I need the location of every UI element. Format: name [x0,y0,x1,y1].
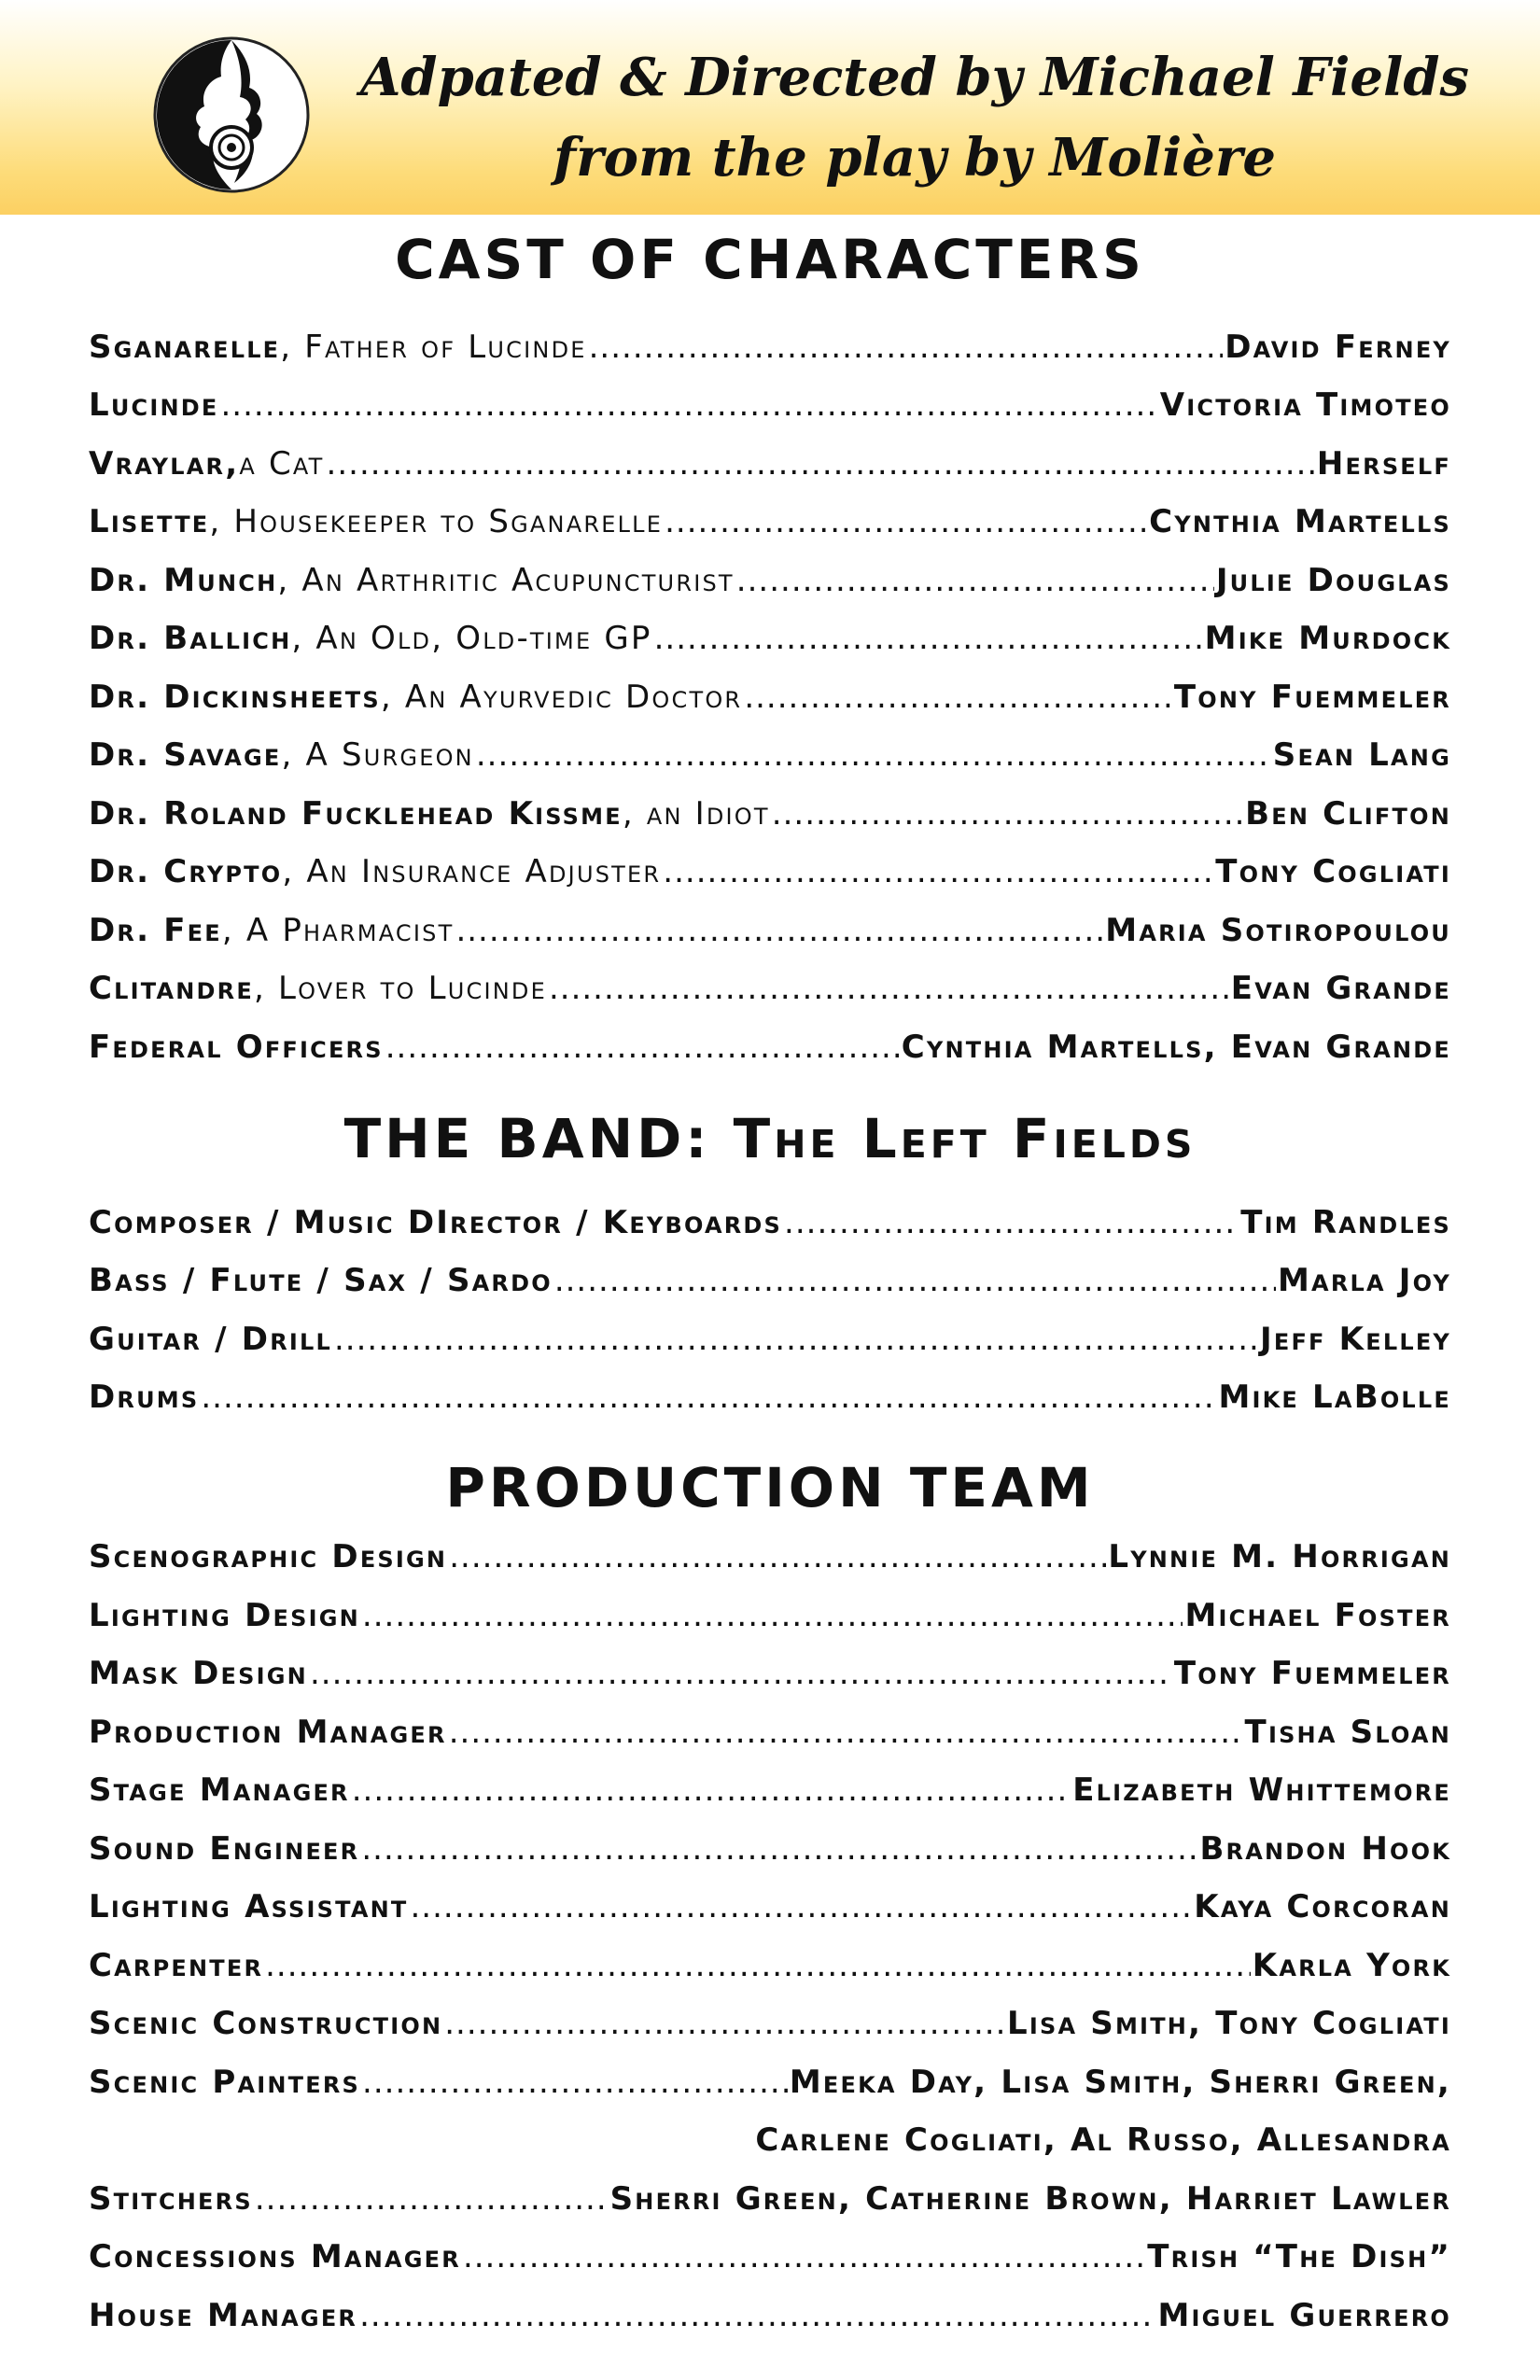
role-label: Dr. Munch [89,562,278,599]
dot-leader [784,1204,1239,1241]
header-credits [355,37,1475,198]
production-row-continuation [89,2121,1451,2163]
dot-leader [476,736,1271,774]
role-label: Dr. Fee [89,912,222,949]
role-description: a Cat [239,445,325,483]
role-label: Stitchers [89,2180,253,2218]
cast-row [89,329,1451,370]
role-label: Bass / Flute / Sax / Sardo [89,1262,553,1299]
dot-leader [744,679,1172,716]
role-label: Federal Officers [89,1029,384,1066]
role-label: Carpenter [89,1947,264,1984]
role-label: Dr. Savage [89,736,282,774]
cast-row [89,503,1451,544]
role-label: Dr. Roland Fucklehead Kissme [89,795,623,833]
dot-leader [327,445,1315,483]
role-label: Sganarelle [89,329,281,366]
role-description: , an Idiot [622,795,770,833]
person-name: Evan Grande [1230,970,1451,1007]
production-row [89,2238,1451,2279]
role-label: Scenic Construction [89,2005,443,2042]
dot-leader [455,912,1103,949]
header-line-play: from the play by Molière [553,127,1276,189]
dot-leader [463,2238,1145,2275]
dot-leader [265,1947,1251,1984]
role-description: , A Surgeon [281,736,474,774]
role-label: Composer / Music DIrector / Keyboards [89,1204,783,1241]
person-name: Lisa Smith, Tony Cogliati [1007,2005,1451,2042]
dot-leader [310,1655,1172,1692]
dot-leader [444,2005,1005,2042]
role-description: , Lover to Lucinde [253,970,547,1007]
role-description: , A Pharmacist [221,912,455,949]
dot-leader [410,1888,1192,1925]
band-row [89,1204,1451,1245]
role-label: Sound Engineer [89,1830,360,1868]
role-description: , An Old, Old-time GP [291,620,652,657]
production-row [89,1655,1451,1696]
band-title-name: The Left Fields [733,1107,1197,1170]
role-label: Lucinde [89,386,219,424]
band-row [89,1379,1451,1420]
dot-leader [654,620,1203,657]
person-name: Lynnie M. Horrigan [1108,1538,1451,1575]
production-row [89,1947,1451,1988]
cast-section-title: CAST OF CHARACTERS [395,228,1145,291]
dot-leader [362,2064,788,2101]
production-row [89,1538,1451,1579]
dot-leader [385,1029,900,1066]
role-label: Concessions Manager [89,2238,461,2275]
role-label: Stage Manager [89,1771,350,1809]
cast-row [89,620,1451,661]
person-name: Ben Clifton [1245,795,1451,833]
production-row [89,2005,1451,2046]
theatre-mask-logo-icon [152,35,311,194]
dot-leader [359,2297,1155,2334]
cast-row [89,562,1451,603]
role-label: Vraylar, [89,445,240,483]
dot-leader [663,853,1213,890]
cast-row [89,736,1451,777]
cast-row [89,912,1451,953]
header-line-directed: Adpated & Directed by Michael Fields [359,47,1470,108]
dot-leader [201,1379,1216,1416]
cast-row [89,445,1451,486]
role-label: Lighting Assistant [89,1888,409,1925]
dot-leader [554,1262,1276,1299]
person-name: Kaya Corcoran [1194,1888,1451,1925]
role-description: , Housekeeper to Sganarelle [209,503,664,540]
cast-row [89,679,1451,720]
role-label: Lighting Design [89,1597,360,1634]
production-section-title: PRODUCTION TEAM [445,1456,1095,1519]
person-name: Cynthia Martells, Evan Grande [901,1029,1451,1066]
person-name: Victoria Timoteo [1159,386,1451,424]
production-row [89,1830,1451,1871]
role-label: Scenic Painters [89,2064,361,2101]
production-row [89,2297,1451,2338]
dot-leader [589,329,1224,366]
person-name: Marla Joy [1278,1262,1451,1299]
person-name: Julie Douglas [1215,562,1451,599]
role-label: Lisette [89,503,210,540]
band-section-title [0,1107,1540,1170]
production-row [89,1888,1451,1929]
role-label: Dr. Dickinsheets [89,679,381,716]
person-name: Tony Fuemmeler [1173,1655,1451,1692]
dot-leader [352,1771,1071,1809]
person-name: Tisha Sloan [1244,1714,1451,1751]
cast-row [89,386,1451,427]
production-row [89,1714,1451,1755]
header-banner [0,0,1540,215]
person-name: Elizabeth Whittemore [1072,1771,1451,1809]
person-name: Sean Lang [1272,736,1451,774]
cast-row [89,1029,1451,1070]
dot-leader [361,1830,1197,1868]
role-description: , An Insurance Adjuster [282,853,662,890]
role-label: Dr. Ballich [89,620,292,657]
role-label: Dr. Crypto [89,853,283,890]
person-name: Tim Randles [1240,1204,1451,1241]
dot-leader [665,503,1147,540]
dot-leader [449,1714,1243,1751]
role-label: Drums [89,1379,200,1416]
role-label: Clitandre [89,970,254,1007]
production-row [89,1771,1451,1813]
role-label: Scenographic Design [89,1538,448,1575]
person-name: Herself [1316,445,1451,483]
person-name: Karla York [1252,1947,1451,1984]
person-name: Trish “The Dish” [1147,2238,1451,2275]
dot-leader [362,1597,1183,1634]
person-name: Brandon Hook [1199,1830,1451,1868]
production-row [89,2064,1451,2105]
person-name: Michael Foster [1184,1597,1451,1634]
person-name: Sherri Green, Catherine Brown, Harriet Lawler [609,2180,1451,2218]
person-name: Carlene Cogliati, Al Russo, Allesandra [755,2121,1451,2159]
role-label: Mask Design [89,1655,308,1692]
person-name: Meeka Day, Lisa Smith, Sherri Green, [789,2064,1451,2101]
role-label: Production Manager [89,1714,447,1751]
person-name: Maria Sotiropoulou [1105,912,1451,949]
person-name: Mike LaBolle [1218,1379,1451,1416]
dot-leader [334,1321,1258,1358]
band-title-main: THE BAND: [343,1107,734,1170]
dot-leader [449,1538,1106,1575]
person-name: Cynthia Martells [1149,503,1451,540]
production-row [89,2180,1451,2221]
production-row [89,1597,1451,1638]
role-description: , An Arthritic Acupuncturist [277,562,735,599]
dot-leader [255,2180,609,2218]
role-description: , Father of Lucinde [280,329,587,366]
person-name: Miguel Guerrero [1157,2297,1451,2334]
person-name: Mike Murdock [1204,620,1451,657]
dot-leader [736,562,1214,599]
cast-row [89,970,1451,1011]
person-name: Tony Fuemmeler [1173,679,1451,716]
role-label: Guitar / Drill [89,1321,332,1358]
person-name: David Ferney [1225,329,1451,366]
dot-leader [549,970,1229,1007]
role-label: House Manager [89,2297,358,2334]
band-row [89,1262,1451,1303]
dot-leader [772,795,1243,833]
role-description: , An Ayurvedic Doctor [380,679,743,716]
person-name: Jeff Kelley [1260,1321,1451,1358]
cast-row [89,795,1451,836]
person-name: Tony Cogliati [1215,853,1451,890]
band-row [89,1321,1451,1362]
dot-leader [221,386,1158,424]
cast-row [89,853,1451,894]
